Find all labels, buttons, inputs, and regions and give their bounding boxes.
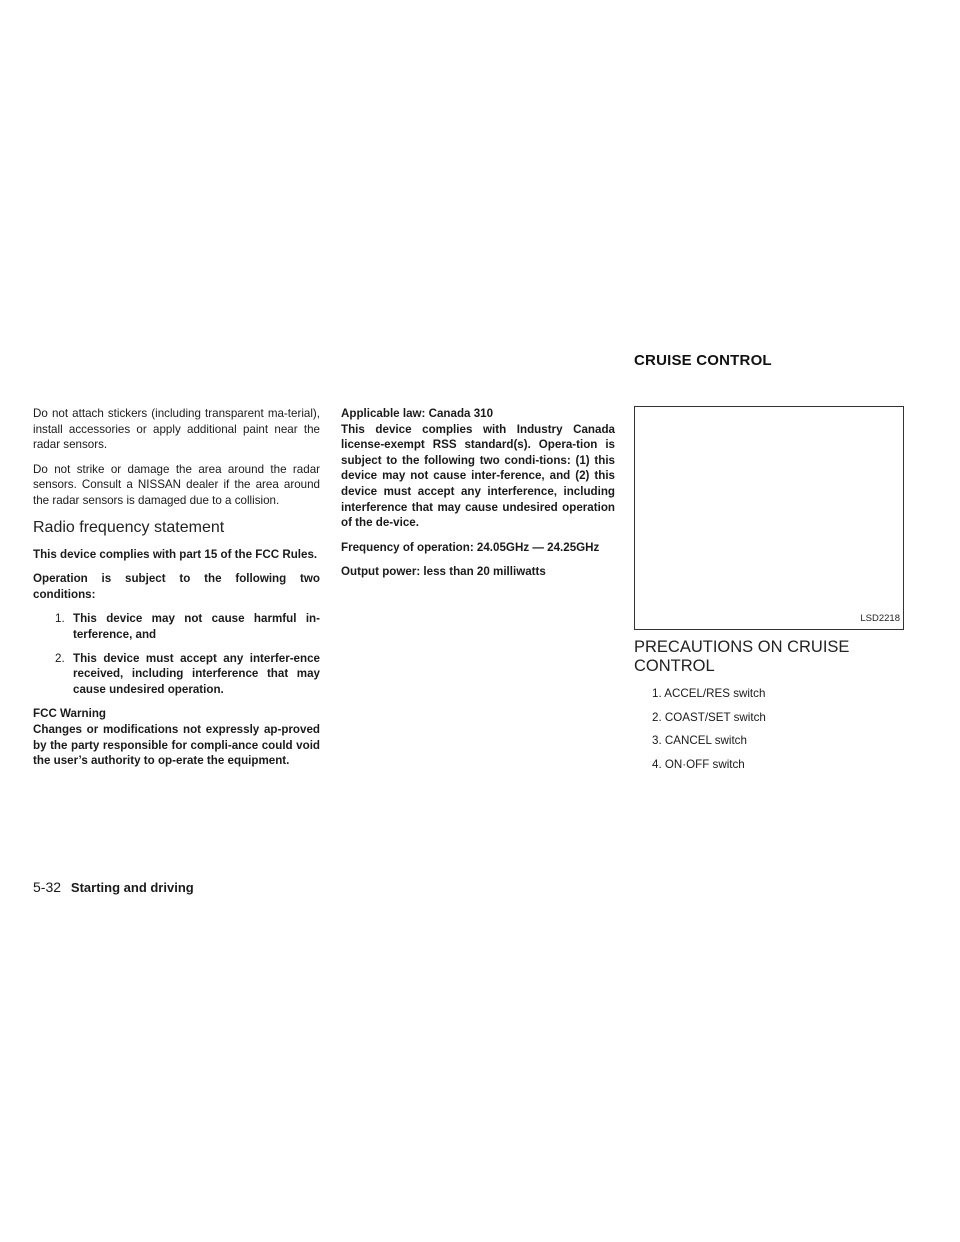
list-number: 1. xyxy=(55,612,65,626)
list-item xyxy=(33,611,320,642)
output-power-text: Output power: less than 20 milliwatts xyxy=(341,565,546,579)
fcc-warning-text: Changes or modifications not expressly ap-proved by the party responsible for compli-ance could void the user’s authority to op-erate the equipment. xyxy=(33,722,320,768)
section-title: CRUISE CONTROL xyxy=(634,352,772,369)
switch-item: 4. ON·OFF switch xyxy=(652,757,745,771)
radio-frequency-heading: Radio frequency statement xyxy=(33,518,225,536)
fcc-compliance-text: This device complies with part 15 of the FCC Rules. xyxy=(33,547,318,561)
chapter-title: Starting and driving xyxy=(70,880,194,895)
list-item xyxy=(33,651,320,698)
precautions-heading: PRECAUTIONS ON CRUISE CONTROL xyxy=(634,638,850,675)
cruise-control-figure xyxy=(634,406,904,630)
switch-item: 1. ACCEL/RES switch xyxy=(652,687,766,700)
applicable-law: Applicable law: Canada 310 xyxy=(341,407,494,420)
right-column xyxy=(634,406,906,780)
page-footer xyxy=(33,879,194,895)
frequency-text: Frequency of operation: 24.05GHz — 24.25GHz xyxy=(341,540,600,554)
switch-item: 3. CANCEL switch xyxy=(652,734,747,748)
list-number: 2. xyxy=(55,651,65,665)
fcc-warning-title: FCC Warning xyxy=(33,707,106,721)
list-text: This device may not cause harmful in-terference, and xyxy=(73,612,320,641)
figure-caption: LSD2218 xyxy=(860,613,900,625)
page-number: 5-32 xyxy=(33,879,62,895)
switch-list xyxy=(652,686,906,772)
industry-canada-text: This device complies with Industry Canada license-exempt RSS standard(s). Opera-tion is subject to the following two condi-tions: (1) this device may not cause inter-ference, and (2) this device must accept any interference, including interference that may cause undesired operation of the de-vice. xyxy=(341,422,615,530)
list-text: This device must accept any interfer-ence received, including interference that may cause undesired operation. xyxy=(73,651,320,696)
switch-item: 2. COAST/SET switch xyxy=(652,710,766,724)
conditions-intro: Operation is subject to the following two conditions: xyxy=(33,572,320,601)
paragraph-stickers: Do not attach stickers (including transparent ma-terial), install accessories or apply additional paint near the radar sensors. xyxy=(33,407,320,452)
paragraph-damage: Do not strike or damage the area around the radar sensors. Consult a NISSAN dealer if the area around the radar sensors is damaged due to a collision. xyxy=(33,462,320,507)
middle-column xyxy=(341,406,615,589)
conditions-list xyxy=(33,611,320,697)
left-column xyxy=(33,406,320,778)
